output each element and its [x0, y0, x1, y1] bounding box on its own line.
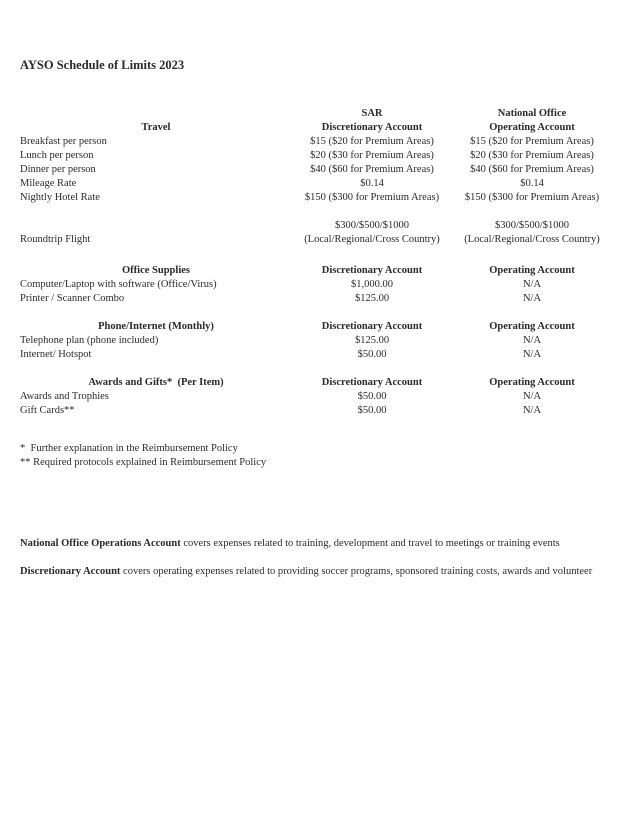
table-row: [20, 149, 620, 163]
table-row: [20, 334, 620, 348]
account-header-row-1: [20, 107, 620, 121]
row-label: Internet/ Hotspot: [20, 349, 92, 360]
operating-account-header: Operating Account: [489, 377, 575, 388]
definition-term: Discretionary Account: [20, 566, 121, 577]
definition-term: National Office Operations Account: [20, 538, 181, 549]
document-title: AYSO Schedule of Limits 2023: [20, 58, 185, 72]
discretionary-value: $150 ($300 for Premium Areas): [304, 192, 440, 203]
section-header-office-supplies: Office Supplies: [122, 265, 190, 276]
table-row-roundtrip: [20, 219, 620, 247]
spacer: [20, 470, 620, 537]
section-header-row: [20, 320, 620, 334]
national-office-header: National Office: [497, 108, 567, 119]
account-header-row-2: [20, 121, 620, 135]
spacer: [20, 247, 620, 264]
discretionary-value: $40 ($60 for Premium Areas): [310, 164, 434, 175]
operating-value: N/A: [522, 279, 542, 290]
spacer: [20, 551, 620, 565]
sar-header: SAR: [361, 108, 383, 119]
section-header-row: [20, 264, 620, 278]
table-row: [20, 404, 620, 418]
roundtrip-scope: (Local/Regional/Cross Country): [304, 234, 440, 245]
row-label: Gift Cards**: [20, 405, 75, 416]
definition-national-office: [20, 537, 620, 551]
footnote-line: * Further explanation in the Reimbursement Policy: [20, 443, 238, 454]
table-row: [20, 177, 620, 191]
operating-value: $40 ($60 for Premium Areas): [470, 164, 594, 175]
roundtrip-amounts: $300/$500/$1000: [334, 220, 410, 231]
table-row: [20, 348, 620, 362]
discretionary-value: $125.00: [354, 293, 390, 304]
table-row: [20, 278, 620, 292]
spacer: [20, 362, 620, 376]
discretionary-value: $50.00: [357, 391, 387, 402]
section-header-awards-gifts: Awards and Gifts* (Per Item): [88, 377, 224, 388]
operating-value: N/A: [522, 391, 542, 402]
operating-value: [452, 219, 612, 247]
discretionary-value: $50.00: [357, 405, 387, 416]
operating-value: $15 ($20 for Premium Areas): [470, 136, 594, 147]
definition-text: covers expenses related to training, development and travel to meetings or training events: [180, 538, 560, 549]
discretionary-value: $20 ($30 for Premium Areas): [310, 150, 434, 161]
discretionary-value: $50.00: [357, 349, 387, 360]
section-header-travel: Travel: [141, 122, 171, 133]
table-row: [20, 292, 620, 306]
row-label: Dinner per person: [20, 164, 96, 175]
table-row: [20, 390, 620, 404]
row-label: Telephone plan (phone included): [20, 335, 159, 346]
empty-cell: [20, 107, 292, 121]
table-row: [20, 135, 620, 149]
discretionary-account-header: Discretionary Account: [321, 122, 423, 133]
row-label: Printer / Scanner Combo: [20, 293, 125, 304]
row-label: Nightly Hotel Rate: [20, 192, 100, 203]
definition-discretionary: [20, 565, 620, 579]
discretionary-value: $0.14: [360, 178, 384, 189]
discretionary-account-header: Discretionary Account: [321, 265, 423, 276]
discretionary-account-header: Discretionary Account: [321, 377, 423, 388]
operating-value: N/A: [522, 405, 542, 416]
operating-value: N/A: [522, 293, 542, 304]
operating-account-header: Operating Account: [489, 122, 575, 133]
spacer: [20, 418, 620, 442]
operating-account-header: Operating Account: [489, 265, 575, 276]
row-label: Awards and Trophies: [20, 391, 109, 402]
row-label: Lunch per person: [20, 150, 94, 161]
operating-value: N/A: [522, 349, 542, 360]
spacer: [20, 205, 620, 219]
discretionary-account-header: Discretionary Account: [321, 321, 423, 332]
operating-value: N/A: [522, 335, 542, 346]
table-row: [20, 163, 620, 177]
spacer: [20, 306, 620, 320]
section-header-row: [20, 376, 620, 390]
table-row: [20, 191, 620, 205]
operating-value: $0.14: [520, 178, 544, 189]
section-header-phone-internet: Phone/Internet (Monthly): [98, 321, 214, 332]
roundtrip-amounts: $300/$500/$1000: [494, 220, 570, 231]
operating-value: $150 ($300 for Premium Areas): [464, 192, 600, 203]
discretionary-value: $125.00: [354, 335, 390, 346]
discretionary-value: [292, 219, 452, 247]
row-label: Computer/Laptop with software (Office/Virus): [20, 279, 217, 290]
row-label: Breakfast per person: [20, 136, 107, 147]
operating-value: $20 ($30 for Premium Areas): [470, 150, 594, 161]
definition-text: covers operating expenses related to providing soccer programs, sponsored training costs, awards and volunteer: [120, 566, 593, 577]
roundtrip-scope: (Local/Regional/Cross Country): [464, 234, 600, 245]
row-label: Roundtrip Flight: [20, 234, 91, 245]
discretionary-value: $15 ($20 for Premium Areas): [310, 136, 434, 147]
row-label: Mileage Rate: [20, 178, 77, 189]
operating-account-header: Operating Account: [489, 321, 575, 332]
discretionary-value: $1,000.00: [351, 279, 393, 290]
footnote-line: ** Required protocols explained in Reimbursement Policy: [20, 457, 267, 468]
